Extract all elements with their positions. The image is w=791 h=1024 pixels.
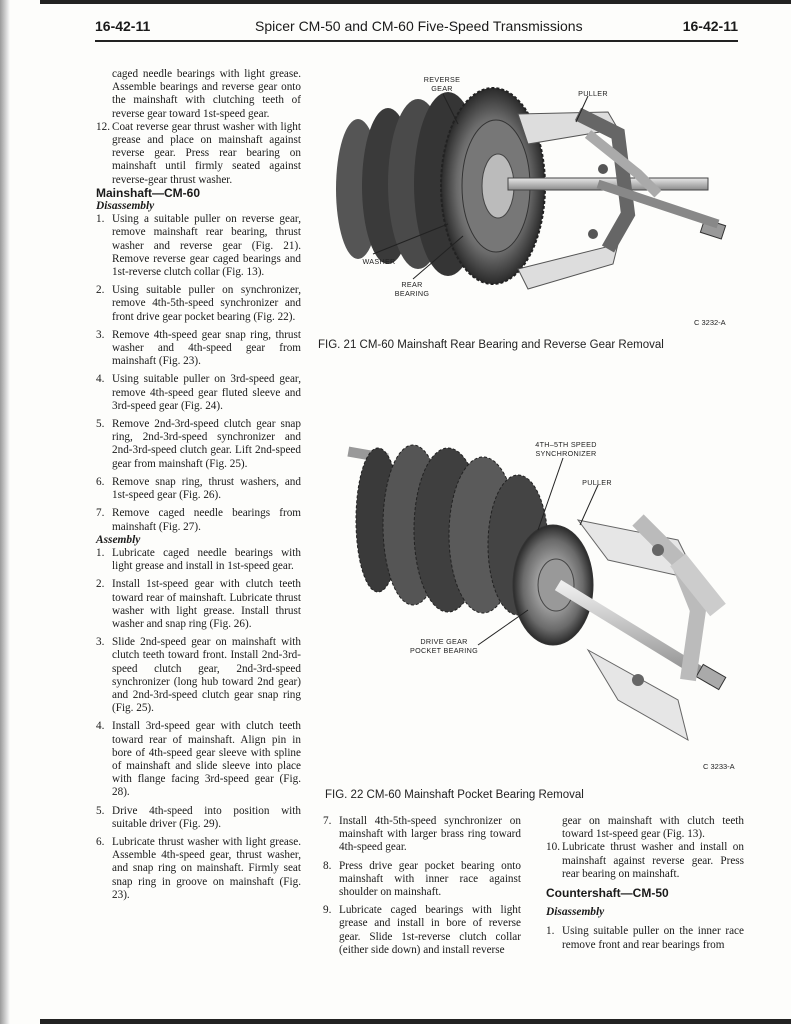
list-item: [546, 841, 744, 881]
figure-21: [318, 74, 750, 336]
step-text: Install 3rd-speed gear with clutch teeth toward rear of mainshaft. Align pin in bore of 4th-speed gear sleeve with spline of mainshaft and slide sleeve into place with flange facing 3rd-speed gear (Fig. 28).: [112, 720, 301, 799]
list-item: [96, 720, 301, 799]
figure-22-caption: FIG. 22 CM-60 Mainshaft Pocket Bearing Removal: [325, 789, 584, 801]
list-item: [96, 213, 301, 279]
subsection-heading: Disassembly: [96, 200, 155, 213]
label-puller: PULLER: [582, 478, 612, 487]
step-text: Using suitable puller on 3rd-speed gear, remove 4th-speed gear fluted sleeve and 3rd-speed gear (Fig. 24).: [112, 373, 301, 412]
list-item: [96, 373, 301, 413]
figure-code: C 3232-A: [694, 318, 726, 327]
step-number: 2.: [96, 284, 105, 297]
left-column: [96, 68, 301, 902]
step-number: 3.: [96, 328, 105, 341]
step-number: 5.: [96, 418, 105, 431]
step-number: 6.: [96, 475, 105, 488]
list-item: [96, 547, 301, 573]
list-item: [323, 904, 521, 957]
subsection-heading: Assembly: [96, 533, 141, 546]
list-item: [96, 476, 301, 502]
step-text: Using a suitable puller on reverse gear, remove mainshaft rear bearing, thrust washer and reverse gear (Fig. 21). Remove reverse gear caged bearings and 1st-reverse clutch collar (Fig. 13).: [112, 213, 301, 279]
step-text: Remove 4th-speed gear snap ring, thrust washer and 4th-speed gear from mainshaft (Fig. 23).: [112, 328, 301, 368]
step-text: Lubricate caged bearings with light grease and install in bore of reverse gear. Slide 1st-reverse clutch collar (either side down) and install reverse: [339, 904, 521, 956]
step-text: Coat reverse gear thrust washer with light grease and place on mainshaft against reverse gear. Press rear bearing on mainshaft until firmly seated against reverse-gear thrust washer.: [112, 120, 301, 186]
step-number: 6.: [96, 835, 105, 848]
figure-21-illustration: [318, 74, 750, 336]
step-text: Remove snap ring, thrust washers, and 1st-speed gear (Fig. 26).: [112, 475, 301, 502]
list-item: [96, 418, 301, 471]
step-number: 7.: [96, 507, 105, 520]
top-border: [40, 0, 791, 4]
step-number: 4.: [96, 720, 105, 733]
list-item: [546, 925, 744, 951]
label-synchronizer: 4TH–5TH SPEED SYNCHRONIZER: [535, 440, 597, 458]
label-washer: WASHER: [362, 257, 396, 266]
page-number-left: 16-42-11: [95, 18, 151, 34]
list-item: [96, 507, 301, 533]
figure-22-illustration: [318, 410, 750, 780]
page-number-right: 16-42-11: [682, 18, 738, 34]
step-number: 1.: [546, 925, 555, 938]
section-heading: Countershaft—CM-50: [546, 886, 669, 901]
subsection-heading: Disassembly: [546, 906, 605, 919]
step-text: Install 1st-speed gear with clutch teeth toward rear of mainshaft. Lubricate thrust washer with light grease. Install thrust washer and snap ring (Fig. 26).: [112, 578, 301, 630]
step-9-continued: gear on mainshaft with clutch teeth toward 1st-speed gear (Fig. 13).: [562, 815, 744, 841]
label-rear-bearing: REAR BEARING: [394, 280, 430, 298]
step-text: Remove caged needle bearings from mainshaft (Fig. 27).: [112, 507, 301, 533]
list-item: [96, 805, 301, 831]
figure-22: [318, 410, 750, 780]
figure-21-caption: FIG. 21 CM-60 Mainshaft Rear Bearing and Reverse Gear Removal: [318, 339, 664, 351]
step-number: 5.: [96, 804, 105, 817]
step-text: Lubricate thrust washer with light grease. Assemble 4th-speed gear, thrust washer, and snap ring on mainshaft. Firmly seat snap ring in groove on mainshaft (Fig. 23).: [112, 835, 301, 901]
list-item: [96, 836, 301, 902]
list-item: [96, 68, 301, 121]
step-number: 3.: [96, 636, 105, 649]
step-number: 4.: [96, 373, 105, 386]
step-number: 9.: [323, 904, 332, 917]
list-item: [323, 860, 521, 900]
page-spine-shadow: [0, 0, 10, 1024]
disassembly-list: [96, 213, 301, 533]
label-puller: PULLER: [578, 89, 608, 98]
page-header: [95, 18, 738, 40]
step-text: Remove 2nd-3rd-speed clutch gear snap ring, 2nd-3rd-speed synchronizer and 2nd-3rd-speed clutch gear. Lift 2nd-speed gear from mainshaft (Fig. 25).: [112, 418, 301, 470]
step-number: 1.: [96, 213, 105, 226]
label-reverse-gear: REVERSE GEAR: [423, 75, 461, 93]
step-text: Install 4th-5th-speed synchronizer on mainshaft with larger brass ring toward 4th-speed gear.: [339, 815, 521, 854]
step-text: Using suitable puller on synchronizer, remove 4th-5th-speed synchronizer and front drive gear pocket bearing (Fig. 22).: [112, 284, 301, 323]
step-text: Using suitable puller on the inner race remove front and rear bearings from: [562, 925, 744, 951]
list-item: [96, 121, 301, 187]
list-item: [96, 284, 301, 324]
bottom-right-column: [546, 815, 744, 952]
list-item: [96, 329, 301, 369]
step-number: 2.: [96, 578, 105, 591]
bottom-border: [40, 1019, 791, 1024]
list-item: [96, 578, 301, 631]
label-drive-gear-pocket-bearing: DRIVE GEAR POCKET BEARING: [410, 637, 478, 655]
section-heading: Mainshaft—CM-60: [96, 185, 201, 200]
step-text: Lubricate caged needle bearings with light grease and install in 1st-speed gear.: [112, 546, 301, 573]
list-item: [96, 636, 301, 715]
step-11-continued: caged needle bearings with light grease. Assemble bearings and reverse gear onto the mainshaft with clutching teeth of reverse gear toward 1st-speed gear.: [112, 68, 301, 120]
list-item: [546, 815, 744, 841]
step-text: Lubricate thrust washer and install on mainshaft against reverse gear. Press rear bearing on mainshaft.: [562, 841, 744, 880]
header-rule: [95, 40, 738, 42]
step-number: 7.: [323, 815, 332, 827]
step-number: 10.: [546, 841, 560, 854]
step-text: Press drive gear pocket bearing onto mainshaft with inner race against shoulder on mainshaft.: [339, 859, 521, 899]
step-number: 8.: [323, 859, 332, 872]
step-number: 1.: [96, 546, 105, 559]
step-text: Drive 4th-speed into position with suitable driver (Fig. 29).: [112, 804, 301, 830]
page-title: Spicer CM-50 and CM-60 Five-Speed Transmissions: [255, 18, 583, 34]
assembly-list: [96, 547, 301, 902]
list-item: [323, 815, 521, 855]
figure-code: C 3233-A: [703, 762, 735, 771]
step-number: 12.: [96, 120, 110, 133]
bottom-left-column: [323, 815, 521, 957]
step-text: Slide 2nd-speed gear on mainshaft with clutch teeth toward front. Install 2nd-3rd-speed clutch gear, 2nd-3rd-speed synchronizer (long hub toward 2nd gear) and 2nd-3rd-speed clutch gear snap ring (Fig. 25).: [112, 636, 301, 715]
